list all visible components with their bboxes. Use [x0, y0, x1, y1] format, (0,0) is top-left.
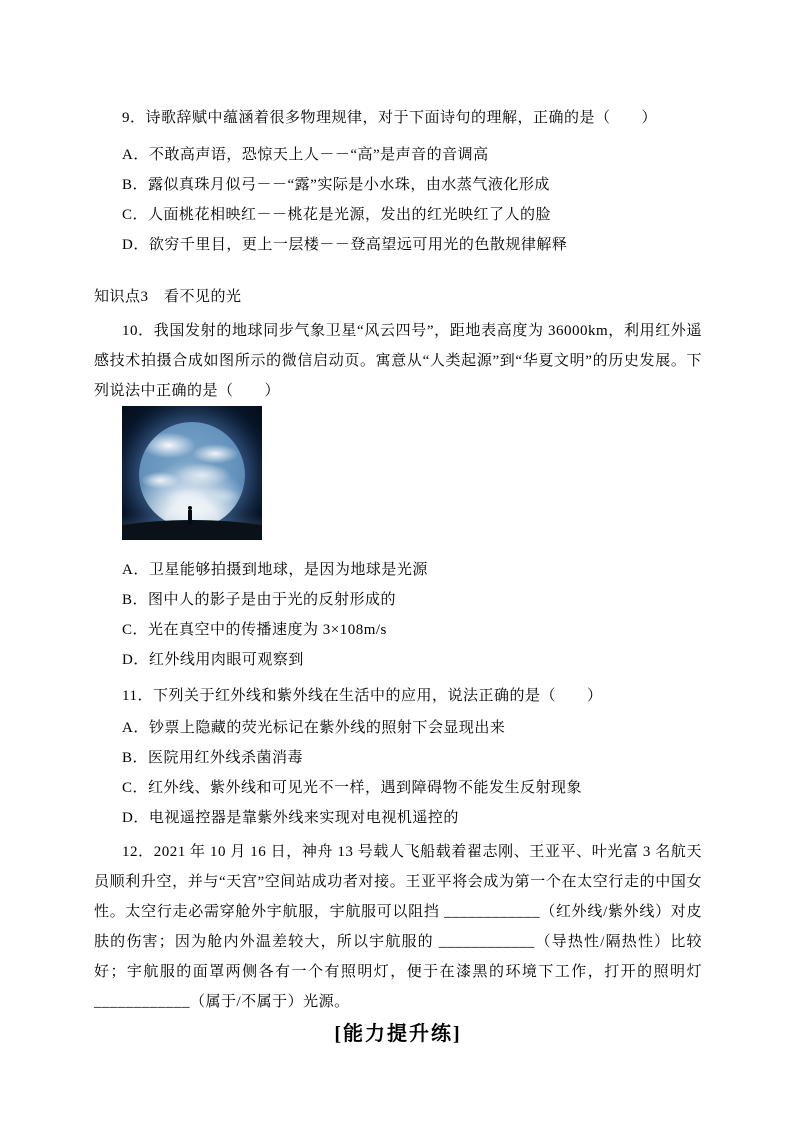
question-9-option-d: D．欲穷千里目，更上一层楼－－登高望远可用光的色散规律解释: [122, 237, 568, 253]
question-12: [94, 837, 702, 1017]
question-11-option-d: D．电视遥控器是靠紫外线来实现对电视机遥控的: [122, 810, 459, 826]
question-9-options: [94, 140, 702, 260]
person-silhouette: [188, 510, 192, 524]
question-11-options: [94, 713, 702, 833]
question-10: [94, 316, 702, 675]
question-10-option-a: A．卫星能够拍摄到地球，是因为地球是光源: [122, 562, 428, 578]
question-11-option-a: A．钞票上隐藏的荧光标记在紫外线的照射下会显现出来: [122, 720, 506, 736]
question-11-option-c: C．红外线、紫外线和可见光不一样，遇到障碍物不能发生反射现象: [122, 780, 583, 796]
question-11: [94, 681, 702, 833]
wechat-splash-earth-image: [122, 406, 262, 540]
ground-silhouette: [122, 520, 262, 540]
question-9-option-c: C．人面桃花相映红－－桃花是光源，发出的红光映红了人的脸: [122, 207, 552, 223]
question-10-option-c: C．光在真空中的传播速度为 3×108m/s: [122, 622, 387, 638]
section-title-ability-practice: [能力提升练]: [334, 1023, 462, 1045]
earth-image: [139, 422, 245, 528]
question-9-option-b: B．露似真珠月似弓－－“露”实际是小水珠，由水蒸气液化形成: [122, 177, 550, 193]
question-11-stem: 11．下列关于红外线和紫外线在生活中的应用，说法正确的是（ ）: [122, 688, 603, 704]
question-12-stem: 12．2021 年 10 月 16 日，神舟 13 号载人飞船载着翟志刚、王亚平、叶光富 3 名航天员顺利升空，并与“天宫”空间站成功者对接。王亚平将会成为第一个在太空行走的中国女性。太空行走必需穿舱外宇航服，宇航服可以阻挡 ____________（红外线/紫外线）对皮肤的伤害；因为舱内外温差较大，所以宇航服的 ____________（导热性/隔热性）比较好；宇航服的面罩两侧各有一个有照明灯，便于在漆黑的环境下工作，打开的照明灯 ____________（属于/不属于）光源。: [94, 844, 702, 1010]
question-10-option-d: D．红外线用肉眼可观察到: [122, 652, 304, 668]
section-heading-knowledge-point-3: 知识点3 看不见的光: [94, 289, 242, 305]
question-10-options: [94, 555, 702, 675]
question-9: [94, 103, 702, 260]
question-9-stem: 9．诗歌辞赋中蕴涵着很多物理规律，对于下面诗句的理解，正确的是（ ）: [122, 110, 658, 126]
question-10-option-b: B．图中人的影子是由于光的反射形成的: [122, 592, 397, 608]
question-9-option-a: A．不敢高声语，恐惊天上人－－“高”是声音的音调高: [122, 147, 489, 163]
question-10-stem: 10．我国发射的地球同步气象卫星“风云四号”，距地表高度为 36000km，利用红外遥感技术拍摄合成如图所示的微信启动页。寓意从“人类起源”到“华夏文明”的历史发展。下列说法中正确的是（ ）: [94, 323, 702, 399]
question-11-option-b: B．医院用红外线杀菌消毒: [122, 750, 304, 766]
